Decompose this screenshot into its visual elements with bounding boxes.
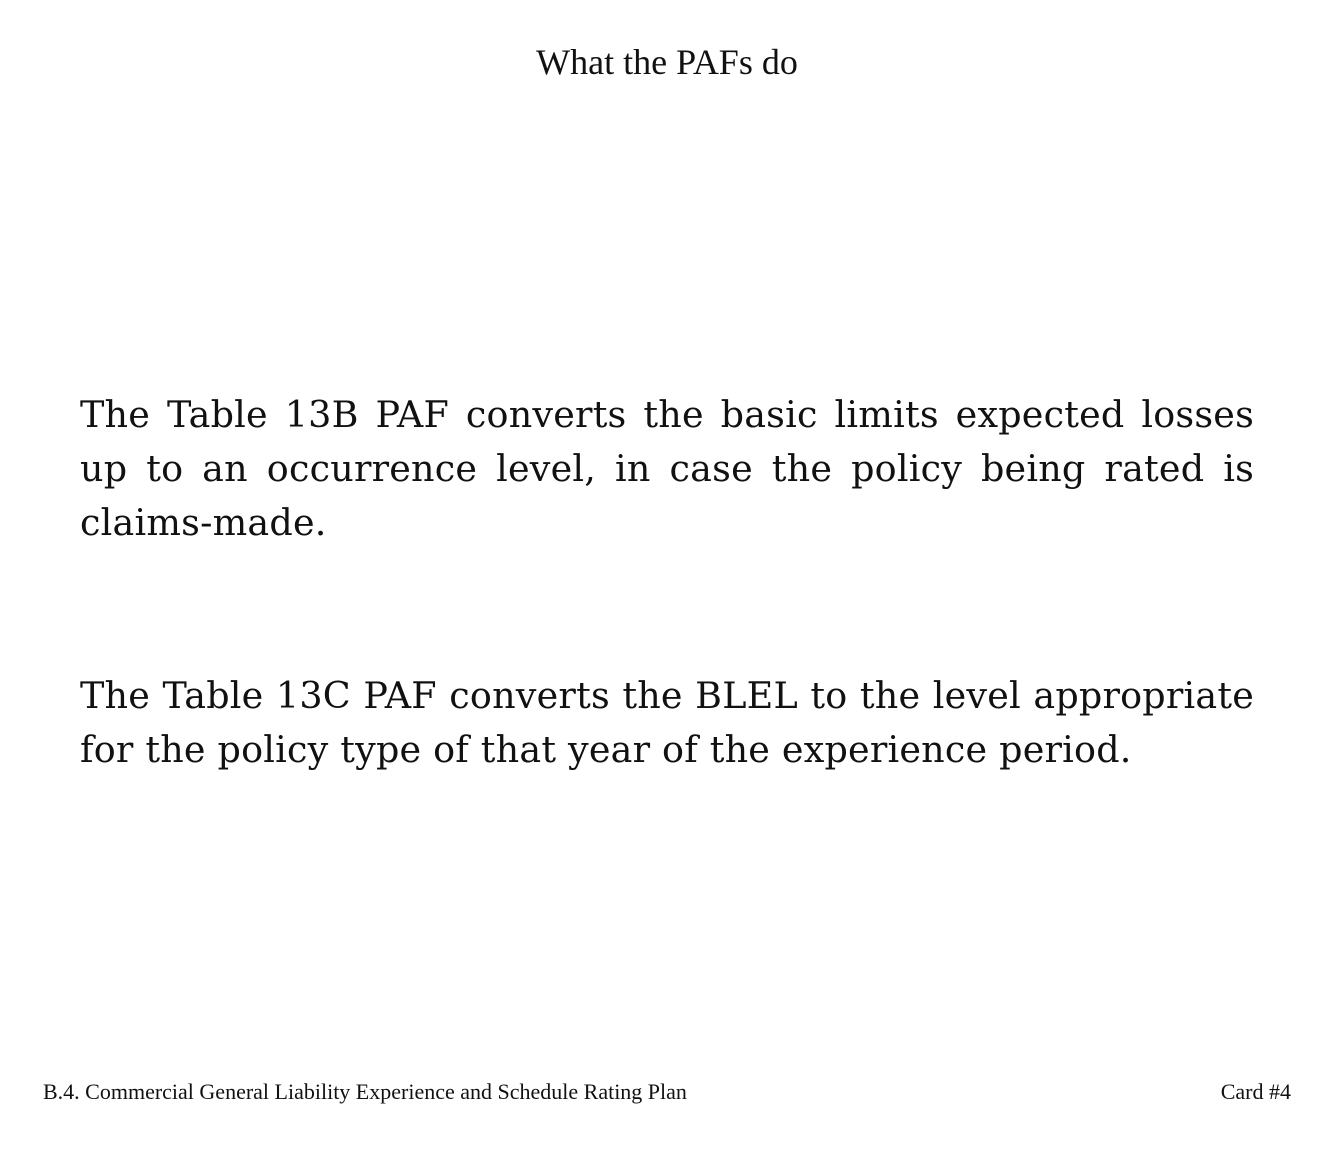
footer-section-label: B.4. Commercial General Liability Experience and Schedule Rating Plan: [43, 1079, 687, 1104]
card-title: What the PAFs do: [536, 42, 798, 82]
paragraph-table-13b: The Table 13B PAF converts the basic limits expected losses up to an occurrence level, in case the policy being rated is claims-made.: [80, 393, 1254, 544]
paragraph-table-13c: The Table 13C PAF converts the BLEL to the level appropriate for the policy type of that year of the experience period.: [80, 674, 1254, 771]
footer-card-number: Card #4: [1220, 1079, 1291, 1104]
